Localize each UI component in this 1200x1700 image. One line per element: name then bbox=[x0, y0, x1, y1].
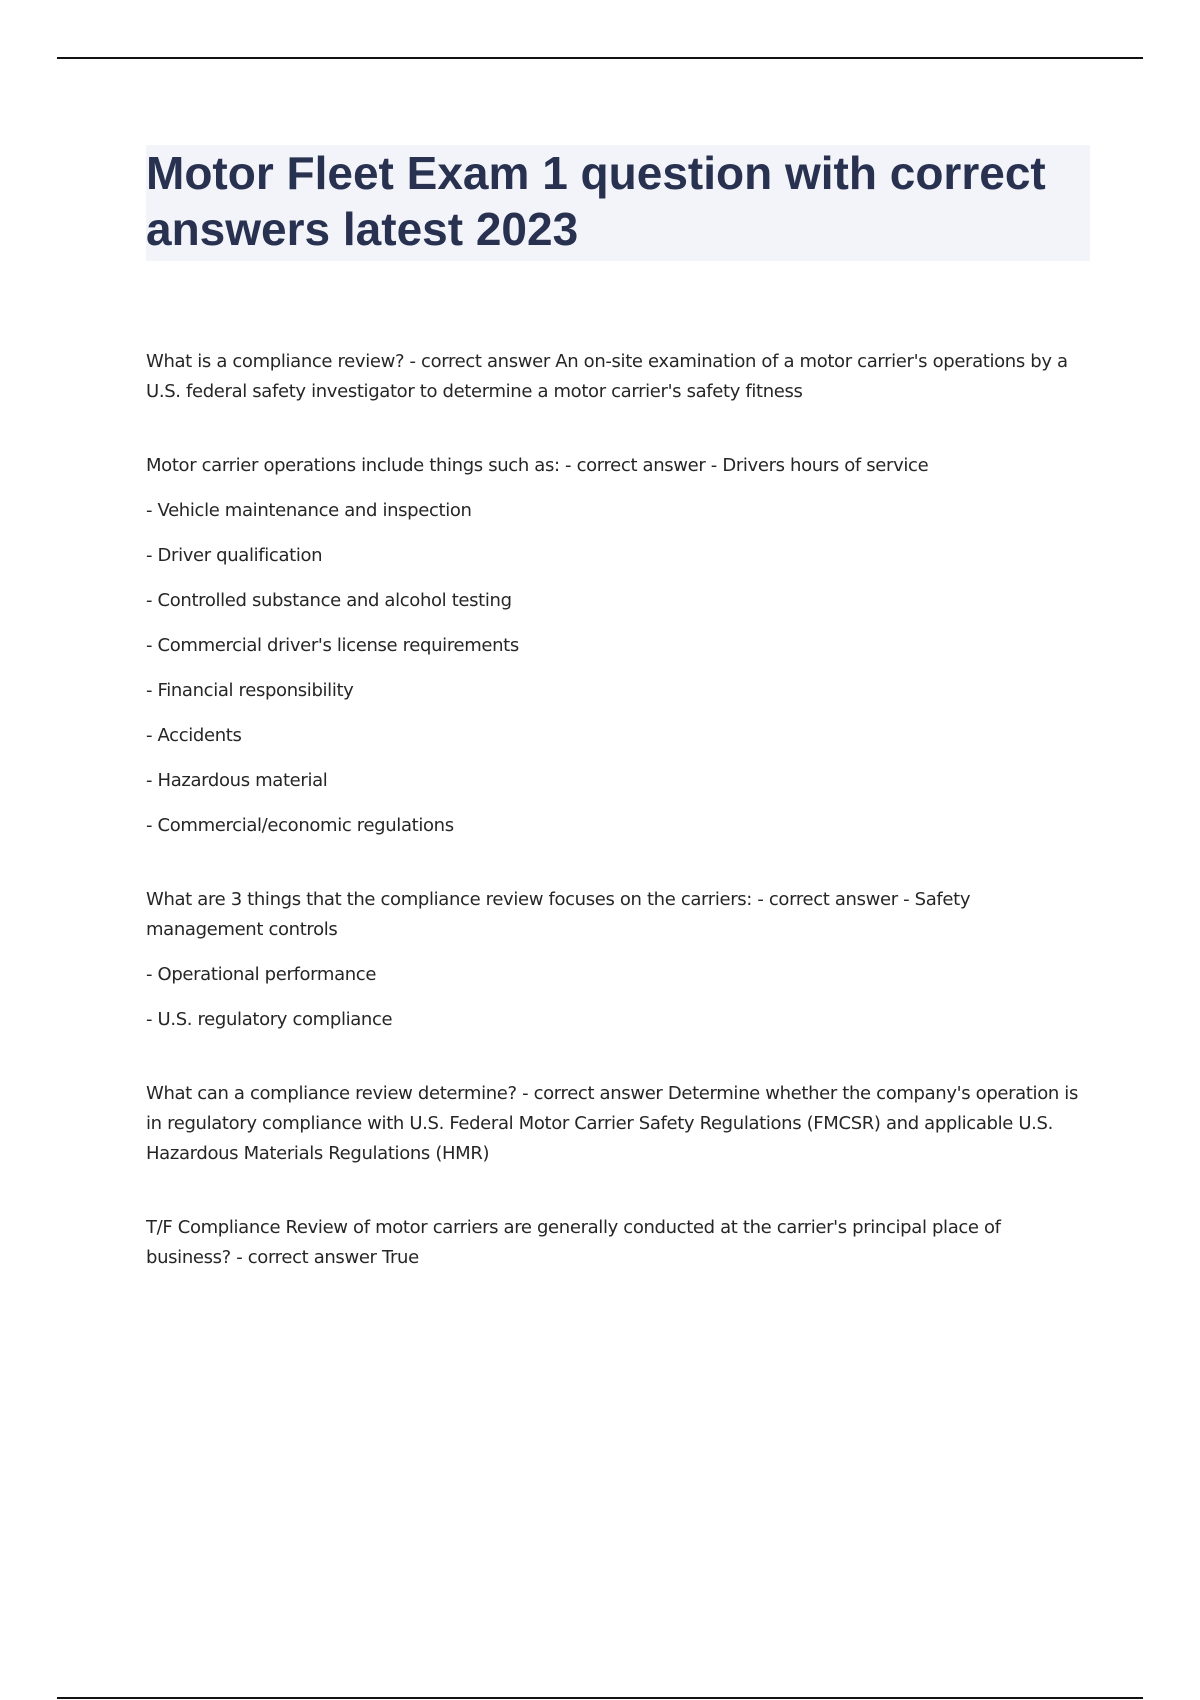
qa-list-line: - Accidents bbox=[146, 725, 242, 746]
title-banner bbox=[146, 145, 1090, 261]
qa-text: What can a compliance review determine? - correct answer Determine whether the company's operation is in regulatory compliance with U.S. Federal Motor Carrier Safety Regulations (FMCSR) and applicable U.S. Hazardous Materials Regulations (HMR) bbox=[146, 1083, 1078, 1164]
qa-item-4 bbox=[146, 1079, 1090, 1169]
qa-item-1 bbox=[146, 347, 1090, 407]
qa-text: Motor carrier operations include things such as: - correct answer - Drivers hours of service bbox=[146, 455, 929, 476]
qa-list-line: - Commercial driver's license requirements bbox=[146, 635, 519, 656]
top-rule bbox=[57, 57, 1143, 59]
qa-list-line: - U.S. regulatory compliance bbox=[146, 1009, 393, 1030]
qa-list-line: - Financial responsibility bbox=[146, 680, 354, 701]
qa-text: What are 3 things that the compliance review focuses on the carriers: - correct answer - Safety management controls bbox=[146, 889, 971, 940]
qa-list-line: - Operational performance bbox=[146, 964, 377, 985]
qa-list-line: - Driver qualification bbox=[146, 545, 323, 566]
qa-list-line: - Commercial/economic regulations bbox=[146, 815, 454, 836]
document-body bbox=[146, 145, 1090, 1317]
qa-item-2 bbox=[146, 451, 1090, 841]
qa-list-line: - Vehicle maintenance and inspection bbox=[146, 500, 472, 521]
qa-list-line: - Hazardous material bbox=[146, 770, 328, 791]
bottom-rule bbox=[57, 1697, 1143, 1699]
qa-text: T/F Compliance Review of motor carriers are generally conducted at the carrier's principal place of business? - correct answer True bbox=[146, 1217, 1001, 1268]
qa-item-3 bbox=[146, 885, 1090, 1035]
qa-list bbox=[146, 347, 1090, 1273]
qa-list-line: - Controlled substance and alcohol testing bbox=[146, 590, 512, 611]
qa-text: What is a compliance review? - correct answer An on-site examination of a motor carrier's operations by a U.S. federal safety investigator to determine a motor carrier's safety fitness bbox=[146, 351, 1068, 402]
qa-item-5 bbox=[146, 1213, 1090, 1273]
document-title: Motor Fleet Exam 1 question with correct answers latest 2023 bbox=[146, 147, 1046, 255]
